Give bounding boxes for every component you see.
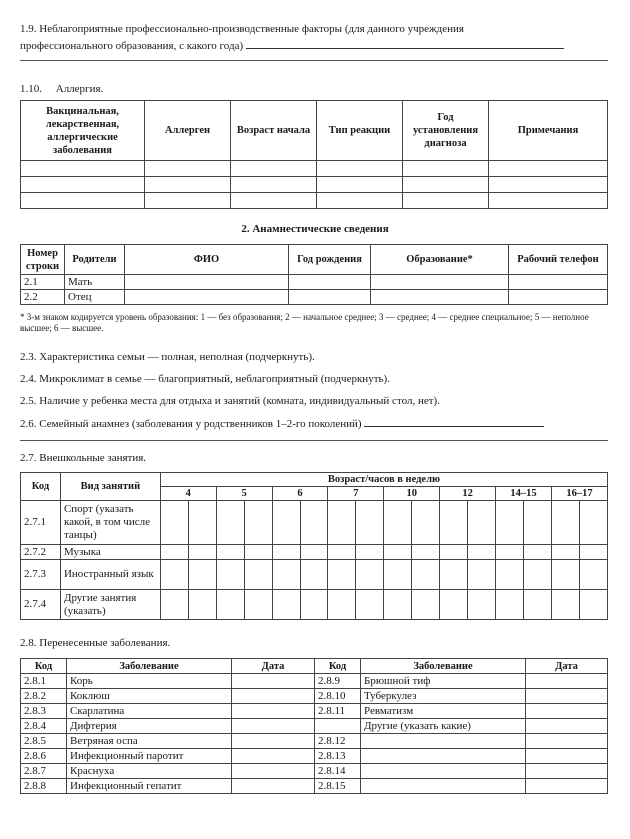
row-date[interactable]: [232, 764, 315, 779]
row-disease: [361, 764, 526, 779]
row-disease: Дифтерия: [67, 719, 232, 734]
age-col: 10: [384, 487, 440, 501]
row-code: 2.7.2: [21, 545, 61, 560]
age-col: 12: [440, 487, 496, 501]
row-disease: Ревматизм: [361, 704, 526, 719]
section-1-10-num: 1.10.: [20, 83, 42, 95]
row-date[interactable]: [526, 779, 608, 794]
table-row[interactable]: [21, 193, 608, 209]
row-disease: Краснуха: [67, 764, 232, 779]
disease-rows: [21, 674, 608, 794]
table-row[interactable]: [21, 764, 608, 779]
diseases-header-row: [21, 659, 608, 674]
row-disease: Корь: [67, 674, 232, 689]
activities-table: [20, 472, 608, 620]
row-code: 2.8.14: [315, 764, 361, 779]
row-code: 2.8.6: [21, 749, 67, 764]
age-col: 16–17: [551, 487, 607, 501]
row-date[interactable]: [232, 674, 315, 689]
row-date[interactable]: [232, 704, 315, 719]
section-1-9-text: 1.9. Неблагоприятные профессионально-производственные факторы (для данного учреждения: [20, 23, 464, 35]
parents-header-fio: ФИО: [125, 245, 289, 275]
row-code: 2.8.4: [21, 719, 67, 734]
row-num: 2.2: [21, 290, 65, 305]
section-1-9-line2: [20, 38, 608, 53]
row-code: 2.7.3: [21, 560, 61, 590]
table-row[interactable]: [21, 275, 608, 290]
row-code: 2.8.7: [21, 764, 67, 779]
section-2-3: 2.3. Характеристика семьи — полная, неполная (подчеркнуть).: [20, 351, 315, 363]
parents-header-phone: Рабочий телефон: [509, 245, 608, 275]
table-row[interactable]: [21, 560, 608, 590]
parents-table: [20, 244, 608, 305]
row-code: [315, 719, 361, 734]
row-code: 2.7.1: [21, 501, 61, 545]
row-disease: Другие (указать какие): [361, 719, 526, 734]
table-row[interactable]: [21, 501, 608, 545]
row-disease: [361, 779, 526, 794]
row-disease: Туберкулез: [361, 689, 526, 704]
table-row[interactable]: [21, 590, 608, 620]
table-row[interactable]: [21, 704, 608, 719]
row-activity: Музыка: [60, 545, 160, 560]
row-date[interactable]: [232, 689, 315, 704]
age-col: 6: [272, 487, 328, 501]
row-code: 2.8.5: [21, 734, 67, 749]
row-code: 2.7.4: [21, 590, 61, 620]
age-col: 7: [328, 487, 384, 501]
row-date[interactable]: [526, 689, 608, 704]
table-row[interactable]: [21, 779, 608, 794]
diseases-header-code: Код: [21, 659, 67, 674]
diseases-table: [20, 658, 608, 794]
row-code: 2.8.15: [315, 779, 361, 794]
field-2-6[interactable]: [364, 416, 544, 427]
row-disease: Инфекционный гепатит: [67, 779, 232, 794]
diseases-header-code: Код: [315, 659, 361, 674]
age-col: 14–15: [496, 487, 552, 501]
table-row[interactable]: [21, 734, 608, 749]
diseases-header-date: Дата: [526, 659, 608, 674]
row-parent: Отец: [65, 290, 125, 305]
allergy-header-notes: Примечания: [489, 101, 608, 161]
blank-line[interactable]: [20, 60, 608, 61]
row-parent: Мать: [65, 275, 125, 290]
diseases-header-disease: Заболевание: [67, 659, 232, 674]
diseases-header-date: Дата: [232, 659, 315, 674]
allergy-header-reaction: Тип реакции: [317, 101, 403, 161]
table-row[interactable]: [21, 177, 608, 193]
row-code: 2.8.1: [21, 674, 67, 689]
field-1-9-year[interactable]: [246, 38, 564, 49]
row-disease: [361, 734, 526, 749]
row-disease: Скарлатина: [67, 704, 232, 719]
table-row[interactable]: [21, 161, 608, 177]
row-code: 2.8.9: [315, 674, 361, 689]
section-2-5: 2.5. Наличие у ребенка места для отдыха и занятий (комната, индивидуальный стол, нет).: [20, 395, 440, 407]
row-code: 2.8.12: [315, 734, 361, 749]
table-row[interactable]: [21, 545, 608, 560]
allergy-header-row: [21, 101, 608, 161]
table-row[interactable]: [21, 290, 608, 305]
row-date[interactable]: [526, 749, 608, 764]
section-2-6-line: [20, 416, 608, 431]
parents-header-parent: Родители: [65, 245, 125, 275]
age-col: 5: [216, 487, 272, 501]
row-activity: Иностранный язык: [60, 560, 160, 590]
row-activity: Другие занятия (указать): [60, 590, 160, 620]
section-1-9-text2: профессионального образования, с какого года): [20, 40, 244, 52]
section-1-10-title: [20, 82, 608, 96]
diseases-header-disease: Заболевание: [361, 659, 526, 674]
parents-header-row: [21, 245, 608, 275]
row-code: 2.8.11: [315, 704, 361, 719]
row-code: 2.8.3: [21, 704, 67, 719]
activities-header-age: Возраст/часов в неделю: [160, 473, 607, 487]
row-disease: [361, 749, 526, 764]
section-2-6: 2.6. Семейный анамнез (заболевания у родственников 1–2-го поколений): [20, 418, 362, 430]
parents-header-num: Номер строки: [21, 245, 65, 275]
parents-header-education: Образование*: [371, 245, 509, 275]
parents-header-birth: Год рождения: [289, 245, 371, 275]
row-code: 2.8.8: [21, 779, 67, 794]
row-disease: Коклюш: [67, 689, 232, 704]
section-2-4: 2.4. Микроклимат в семье — благоприятный, неблагоприятный (подчеркнуть).: [20, 373, 390, 385]
row-date[interactable]: [526, 764, 608, 779]
row-date[interactable]: [526, 704, 608, 719]
allergy-table: [20, 100, 608, 209]
section-1-10-label: Аллергия.: [55, 83, 104, 95]
row-date[interactable]: [232, 779, 315, 794]
section-2-8-title: 2.8. Перенесенные заболевания.: [20, 637, 171, 649]
row-date[interactable]: [526, 674, 608, 689]
row-date[interactable]: [232, 749, 315, 764]
blank-line[interactable]: [20, 440, 608, 441]
row-code: 2.8.2: [21, 689, 67, 704]
allergy-header-year: Год установления диагноза: [403, 101, 489, 161]
row-date[interactable]: [526, 719, 608, 734]
row-disease: Инфекционный паротит: [67, 749, 232, 764]
allergy-header-age: Возраст начала: [231, 101, 317, 161]
section-2-7-title: 2.7. Внешкольные занятия.: [20, 452, 147, 464]
allergy-header-type: Вакцинальная, лекарственная, аллергические заболевания: [21, 101, 145, 161]
table-row[interactable]: [21, 749, 608, 764]
row-date[interactable]: [232, 719, 315, 734]
row-disease: Ветряная оспа: [67, 734, 232, 749]
row-code: 2.8.10: [315, 689, 361, 704]
section-2-title: 2. Анамнестические сведения: [241, 223, 389, 235]
table-row[interactable]: [21, 689, 608, 704]
age-col: 4: [160, 487, 216, 501]
row-activity: Спорт (указать какой, в том числе танцы): [60, 501, 160, 545]
row-date[interactable]: [232, 734, 315, 749]
table-row[interactable]: [21, 674, 608, 689]
allergy-header-allergen: Аллерген: [145, 101, 231, 161]
row-date[interactable]: [526, 734, 608, 749]
activities-header-code: Код: [21, 473, 61, 501]
activities-header-kind: Вид занятий: [60, 473, 160, 501]
row-code: 2.8.13: [315, 749, 361, 764]
table-row[interactable]: [21, 719, 608, 734]
row-disease: Брюшной тиф: [361, 674, 526, 689]
education-footnote: * 3-м знаком кодируется уровень образования: 1 — без образования; 2 — начальное среднее; 3 — среднее; 4 — среднее специальное; 5 — неполное высшее; 6 — высшее.: [20, 312, 589, 333]
row-num: 2.1: [21, 275, 65, 290]
